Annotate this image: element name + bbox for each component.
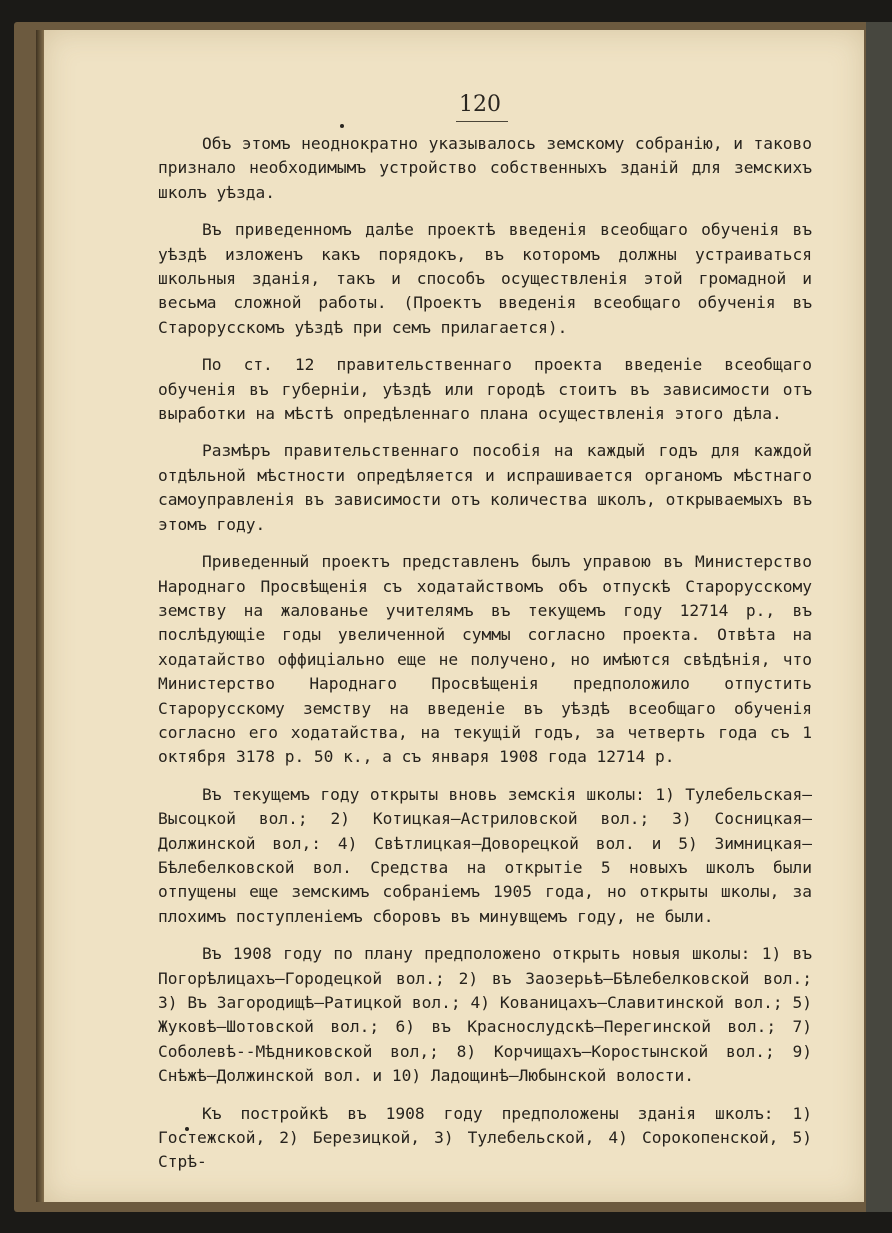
paragraph: По ст. 12 правительственнаго проекта введеніе всеобщаго обученія въ губерніи, уѣздѣ или городѣ стоитъ въ зависимости отъ выработки на мѣстѣ опредѣленнаго плана осуществленія этого дѣла. — [158, 355, 812, 424]
paragraph: Въ приведенномъ далѣе проектѣ введенія всеобщаго обученія въ уѣздѣ изложенъ какъ порядокъ, въ которомъ должны устраиваться школьныя зданія, такъ и способъ осуществленія этой громадной и весьма сложной работы. (Проектъ введенія всеобщаго обученія въ Старорусскомъ уѣздѣ при семъ прилагается). — [158, 220, 812, 337]
paragraph: Приведенный проектъ представленъ былъ управою въ Министерство Народнаго Просвѣщенія съ ходатайствомъ объ отпускѣ Старорусскому земству на жалованье учителямъ въ текущемъ году 12714 р., въ послѣдующіе годы увеличенной суммы согласно проекта. Отвѣта на ходатайство оффиціально еще не получено, но имѣются свѣдѣнія, что Министерство Народнаго Просвѣщенія предположило отпустить Старорусскому земству на введеніе въ уѣздѣ всеобщаго обученія согласно его ходатайства, на текущій годъ, за четверть года съ 1 октября 3178 р. 50 к., а съ января 1908 года 12714 р. — [158, 552, 812, 767]
paragraph: Къ постройкѣ въ 1908 году предположены зданія школъ: 1) Гостежской, 2) Березицкой, 3) Тулебельской, 4) Сорокопенской, 5) Стрѣ- — [158, 1103, 812, 1172]
page-number: 120 — [459, 92, 501, 117]
ink-speck — [340, 124, 344, 128]
page-number-underline — [456, 121, 508, 122]
paragraph: Въ текущемъ году открыты вновь земскія школы: 1) Тулебельская—Высоцкой вол.; 2) Котицкая—Астриловской вол.; 3) Сосницкая—Должинской вол,: 4) Свѣтлицкая—Доворецкой вол. и 5) Зимницкая—Бѣлебелковской вол. Средства на открытіе 5 новыхъ школъ были отпущены еще земскимъ собраніемъ 1905 года, но открыты школы, за плохимъ поступленіемъ сборовъ въ минувщемъ году, не были. — [158, 784, 812, 926]
book-cover-edge — [866, 22, 892, 1212]
page-body — [158, 132, 812, 1188]
paragraph: Размѣръ правительственнаго пособія на каждый годъ для каждой отдѣльной мѣстности опредѣляется и испрашивается органомъ мѣстнаго самоуправленія въ зависимости отъ количества школъ, открываемыхъ въ этомъ году. — [158, 441, 812, 534]
paragraph: Въ 1908 году по плану предположено открыть новыя школы: 1) въ Погорѣлицахъ—Городецкой вол.; 2) въ Заозерьѣ—Бѣлебелковской вол.; 3) Въ Загородищѣ—Ратицкой вол.; 4) Кованицахъ—Славитинской вол.; 5) Жуковѣ—Шотовской вол.; 6) въ Краснослудскѣ—Перегинской вол.; 7) Соболевѣ--Мѣдниковской вол,; 8) Корчищахъ—Коростынской вол.; 9) Снѣжѣ—Должинской вол. и 10) Ладощинѣ—Любынской волости. — [158, 944, 812, 1086]
paragraph: Объ этомъ неоднократно указывалось земскому собранію, и таково признало необходимымъ устройство собственныхъ зданій для земскихъ школъ уѣзда. — [158, 134, 812, 202]
